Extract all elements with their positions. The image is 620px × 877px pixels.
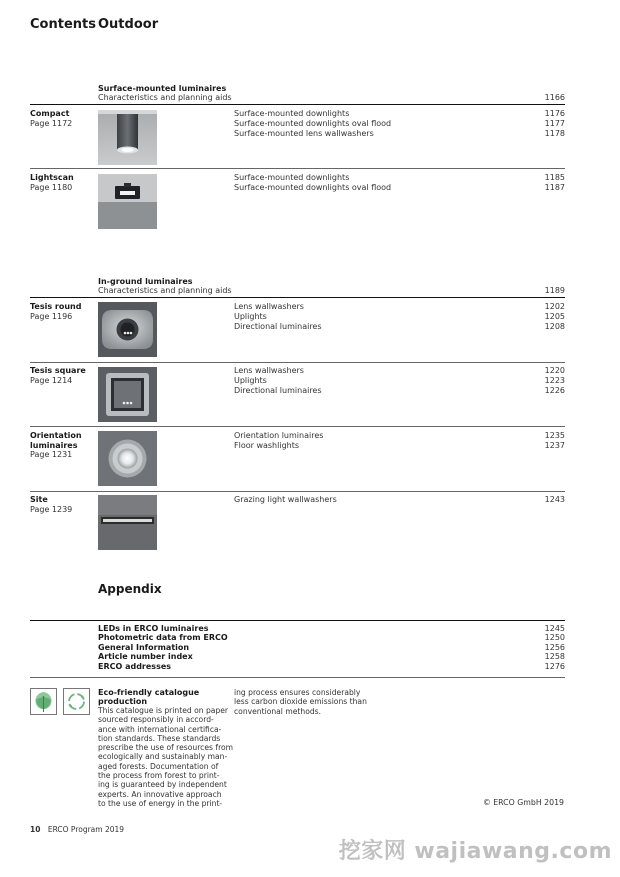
section-title: Surface-mounted luminaires (98, 84, 227, 93)
list-item[interactable]: Photometric data from ERCO (98, 633, 228, 643)
divider (30, 168, 565, 169)
item-page[interactable]: 1258 (544, 652, 565, 662)
item-page[interactable]: 1256 (544, 642, 565, 652)
product-name: Lightscan (30, 173, 74, 182)
item-page[interactable]: 1185 (544, 173, 565, 182)
item-page[interactable]: 1202 (544, 302, 565, 311)
orientation-luminaire-image (98, 431, 157, 486)
outdoor-heading: Outdoor (98, 17, 159, 32)
eco-title: Eco-friendly catalogue production (98, 688, 200, 706)
list-item[interactable]: Surface-mounted downlights oval flood (234, 182, 392, 192)
publication-name: ERCO Program 2019 (47, 825, 125, 834)
product-page[interactable]: Page 1196 (30, 311, 73, 321)
product-name: Compact (30, 109, 70, 118)
list-item[interactable]: Uplights (234, 375, 267, 385)
leaf-icon (30, 688, 57, 715)
list-item[interactable]: Uplights (234, 311, 267, 321)
product-page[interactable]: Page 1214 (30, 375, 73, 385)
product-name: Site (30, 495, 48, 504)
product-name: Orientation luminaires (30, 431, 82, 450)
item-page[interactable]: 1208 (544, 321, 565, 331)
item-list (234, 173, 391, 193)
site-luminaire-image (98, 495, 157, 550)
page-number: 10 (30, 825, 41, 834)
item-list (234, 431, 323, 451)
product-name: Tesis round (30, 302, 82, 311)
product-name: Tesis square (30, 366, 86, 375)
item-page[interactable]: 1223 (544, 375, 565, 385)
item-list (234, 109, 391, 138)
section-title: In-ground luminaires (98, 277, 193, 286)
compact-luminaire-image (98, 110, 157, 165)
page-list (525, 173, 565, 193)
page-footer (30, 825, 124, 834)
page-list (525, 431, 565, 451)
item-page[interactable]: 1205 (544, 311, 565, 321)
divider (30, 104, 565, 105)
tesis-square-luminaire-image (98, 367, 157, 422)
section-subtitle: Characteristics and planning aids (98, 286, 232, 295)
list-item[interactable]: Surface-mounted downlights (234, 173, 350, 182)
section-subtitle: Characteristics and planning aids (98, 93, 232, 102)
list-item[interactable]: Lens wallwashers (234, 366, 304, 375)
list-item[interactable]: Article number index (98, 652, 193, 662)
list-item[interactable]: LEDs in ERCO luminaires (98, 624, 209, 633)
divider (30, 362, 565, 363)
product-page[interactable]: Page 1239 (30, 504, 73, 514)
item-page[interactable]: 1178 (544, 128, 565, 138)
list-item[interactable]: Grazing light wallwashers (234, 495, 337, 504)
page-list (525, 302, 565, 331)
list-item[interactable]: Directional luminaires (234, 385, 322, 395)
list-item[interactable]: Surface-mounted lens wallwashers (234, 128, 374, 138)
item-page[interactable]: 1220 (544, 366, 565, 375)
watermark: 挖家网 wajiawang.com (338, 839, 612, 864)
item-page[interactable]: 1276 (544, 661, 565, 671)
item-page[interactable]: 1187 (544, 182, 565, 192)
product-page[interactable]: Page 1231 (30, 450, 73, 459)
divider (30, 297, 565, 298)
divider (30, 426, 565, 427)
list-item[interactable]: General Information (98, 642, 190, 652)
item-page[interactable]: 1250 (544, 633, 565, 643)
list-item[interactable]: Orientation luminaires (234, 431, 324, 440)
list-item[interactable]: Lens wallwashers (234, 302, 304, 311)
section-page[interactable]: 1166 (544, 93, 565, 102)
eco-text-column-2: ing process ensures considerably less carbon dioxide emissions than conventional methods. (234, 688, 367, 716)
item-page[interactable]: 1237 (544, 440, 565, 450)
recycle-icon (63, 688, 90, 715)
divider (30, 620, 565, 621)
page-list (525, 366, 565, 395)
item-page[interactable]: 1245 (544, 624, 565, 633)
item-page[interactable]: 1226 (544, 385, 565, 395)
eco-text-column-1: This catalogue is printed on paper sourced responsibly in accord- ance with international certifica- tion standards. These standards prescribe the use of resources from ecologically and sustainably man- aged forests. Documentation of the process from forest to print- ing is guaranteed by independent experts. An innovative approach to the use of energy in the print- (98, 706, 234, 808)
tesis-round-luminaire-image (98, 302, 157, 357)
appendix-list (98, 624, 228, 671)
page-list (525, 495, 565, 505)
list-item[interactable]: Surface-mounted downlights (234, 109, 350, 118)
item-page[interactable]: 1235 (544, 431, 565, 440)
list-item[interactable]: Surface-mounted downlights oval flood (234, 118, 392, 128)
list-item[interactable]: Floor washlights (234, 440, 300, 450)
list-item[interactable]: ERCO addresses (98, 661, 172, 671)
product-page[interactable]: Page 1180 (30, 182, 73, 192)
item-page[interactable]: 1177 (544, 118, 565, 128)
contents-heading: Contents (30, 17, 96, 32)
copyright: © ERCO GmbH 2019 (482, 798, 564, 807)
appendix-heading: Appendix (98, 582, 162, 596)
appendix-pages (525, 624, 565, 671)
divider (30, 677, 565, 678)
divider (30, 491, 565, 492)
item-page[interactable]: 1243 (544, 495, 565, 504)
item-list (234, 366, 322, 395)
list-item[interactable]: Directional luminaires (234, 321, 322, 331)
section-page[interactable]: 1189 (544, 286, 565, 295)
item-list (234, 302, 322, 331)
item-list (234, 495, 337, 505)
item-page[interactable]: 1176 (544, 109, 565, 118)
lightscan-luminaire-image (98, 174, 157, 229)
page-list (525, 109, 565, 138)
product-page[interactable]: Page 1172 (30, 118, 73, 128)
